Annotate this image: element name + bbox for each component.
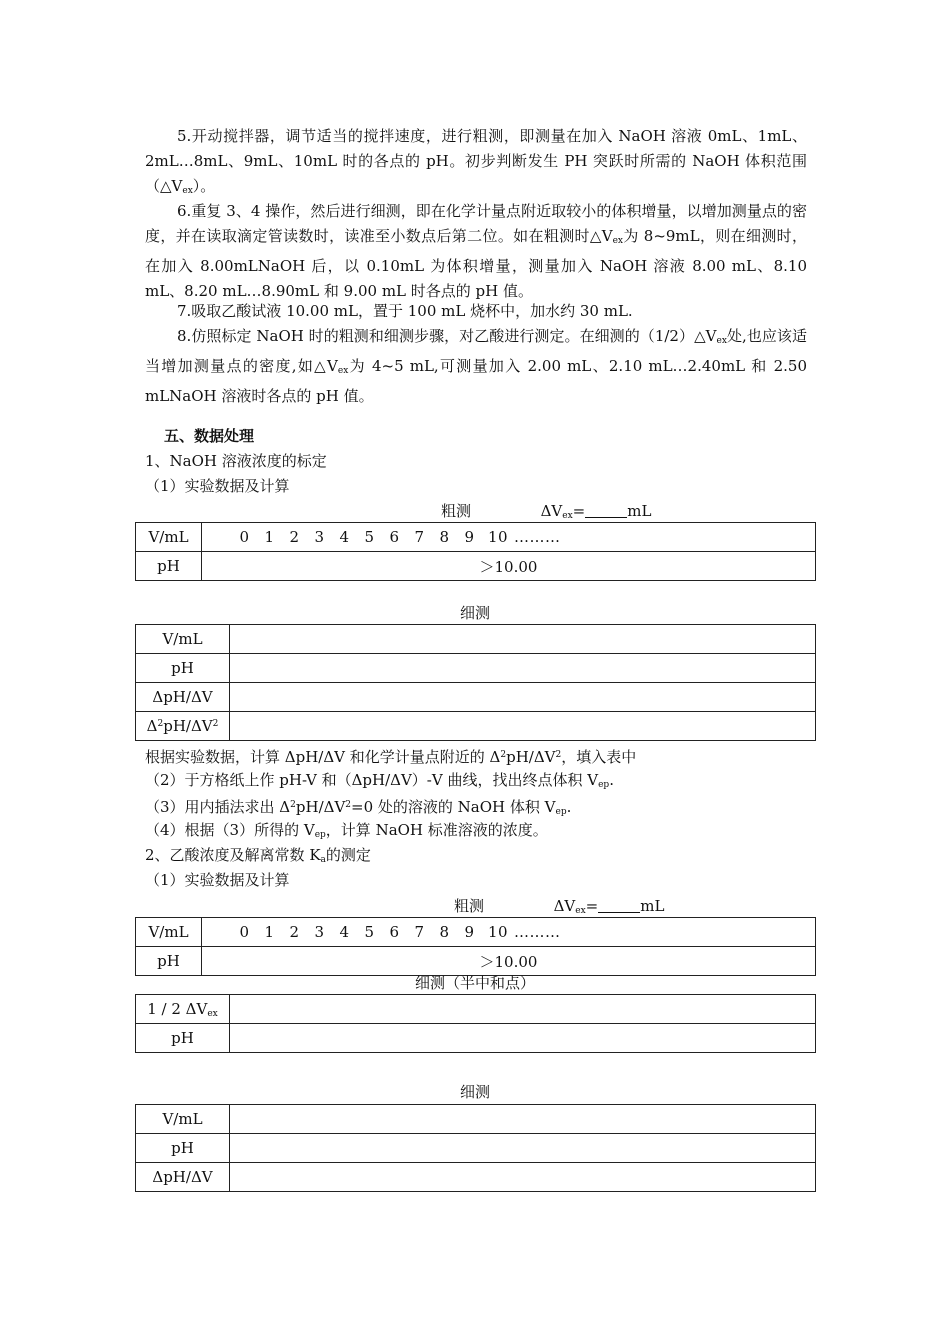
volume-value: 6 [389, 528, 400, 546]
note-2-b: . [609, 771, 614, 789]
volume-value: 8 [439, 528, 450, 546]
label-part: Δ [146, 717, 158, 735]
step-6-text-a: 6.重复 3、4 操作，然后进行细测，即在化学计量点附近取较小的体积增量，以增加测量点的密度，并在读取滴定管读数时，读准至小数点后第二位。如在粗测时△V [145, 202, 807, 245]
volume-value: 0 [239, 528, 250, 546]
note-3-sub: ep [555, 807, 567, 817]
row-label-ph: pH [136, 1024, 230, 1053]
row-label-half-dv [136, 995, 230, 1024]
note-4-sub: ep [314, 830, 326, 840]
note-3-c: =0 处的溶液的 NaOH 体积 V [351, 798, 556, 816]
table-row [136, 552, 816, 581]
volume-value: 2 [289, 528, 300, 546]
label-sup: 2 [212, 719, 219, 729]
step-5-end: ）。 [192, 177, 216, 195]
note-4-b: ，计算 NaOH 标准溶液的浓度。 [325, 821, 548, 839]
step-8-text-a: 8.仿照标定 NaOH 时的粗测和细测步骤，对乙酸进行测定。在细测的（1/2）△V [177, 327, 717, 345]
step-6-sub: ex [612, 236, 623, 246]
volume-value: 5 [364, 528, 375, 546]
row-label-ph: pH [136, 947, 202, 976]
volume-value: 0 [239, 923, 250, 941]
empty-cell [230, 1163, 816, 1192]
half-neutralization-caption: 细测（半中和点） [414, 974, 535, 992]
volume-values [202, 523, 816, 552]
volume-value: 7 [414, 923, 425, 941]
row-label-volume: V/mL [136, 625, 230, 654]
note-3-sup2: 2 [345, 800, 352, 810]
volume-value: 4 [339, 528, 350, 546]
section-heading: 五、数据处理 [164, 427, 255, 445]
label-sup: 2 [157, 719, 164, 729]
coarse-2-unit: mL [640, 897, 665, 915]
coarse-1-label: 粗测 [441, 502, 472, 520]
empty-cell [230, 712, 816, 741]
row-label-ph: pH [136, 552, 202, 581]
volume-value: 3 [314, 528, 325, 546]
step-5-text: 5.开动搅拌器，调节适当的搅拌速度，进行粗测，即测量在加入 NaOH 溶液 0mL、1mL、2mL…8mL、9mL、10mL 时的各点的 pH。初步判断发生 PH 突跃时所需的 NaOH 体积范围（△V [145, 127, 807, 195]
step-8-text-b: 处,也应该适当增加测量点的密度,如△V [145, 327, 807, 375]
step-7 [145, 299, 807, 324]
fine-2-caption: 细测 [459, 1083, 490, 1101]
table-row [136, 947, 816, 976]
coarse-1-blank [585, 503, 627, 518]
coarse-table-2 [135, 917, 816, 976]
volume-value: 6 [389, 923, 400, 941]
step-5-sub: ex [182, 186, 193, 196]
note-3-d: . [566, 798, 572, 816]
row-label-volume: V/mL [136, 523, 202, 552]
ph-value: ＞10.00 [202, 552, 816, 581]
note-3 [145, 795, 571, 822]
volume-value: 8 [439, 923, 450, 941]
note-2 [145, 770, 614, 795]
table-row [136, 683, 816, 712]
volume-value: 2 [289, 923, 300, 941]
subsection-2-sub: a [320, 855, 326, 865]
empty-cell [230, 1105, 816, 1134]
subsection-1-title: 1、NaOH 溶液浓度的标定 [145, 452, 327, 470]
volume-value: 7 [414, 528, 425, 546]
coarse-2-dv: ΔV [553, 897, 576, 915]
step-7-text: 7.吸取乙酸试液 10.00 mL，置于 100 mL 烧杯中，加水约 30 mL. [177, 302, 633, 320]
fine-table-2 [135, 1104, 816, 1192]
coarse-2-dv-sub: ex [575, 906, 586, 916]
note-4-a: （4）根据（3）所得的 V [145, 821, 315, 839]
subsection-2-a: 2、乙酸浓度及解离常数 K [145, 846, 321, 864]
volume-value: 10 [487, 528, 509, 546]
note-1-c: ，填入表中 [561, 748, 637, 766]
coarse-2-blank [598, 898, 640, 913]
volume-value: 10 [487, 923, 509, 941]
coarse-1-dv-sub: ex [562, 511, 573, 521]
volume-value: 9 [464, 923, 475, 941]
fine-1-caption: 细测 [459, 604, 490, 622]
note-1-sup2: 2 [555, 750, 562, 760]
step-8 [145, 324, 807, 409]
label-sub: ex [207, 1008, 218, 1019]
note-1-b: pH/ΔV [506, 748, 556, 766]
table-row [136, 654, 816, 683]
volume-value: 9 [464, 528, 475, 546]
note-3-sup: 2 [290, 800, 296, 810]
table-row [136, 712, 816, 741]
row-label-volume: V/mL [136, 918, 202, 947]
empty-cell [230, 995, 816, 1024]
table-row [136, 995, 816, 1024]
half-neutralization-table [135, 994, 816, 1053]
volume-ellipsis: ……… [514, 923, 561, 941]
volume-value: 3 [314, 923, 325, 941]
coarse-1-unit: mL [627, 502, 652, 520]
subsection-2-1-title: （1）实验数据及计算 [145, 871, 290, 889]
step-8-sub: ex [716, 336, 727, 346]
row-label-ph: pH [136, 1134, 230, 1163]
ph-value: ＞10.00 [202, 947, 816, 976]
row-label-volume: V/mL [136, 1105, 230, 1134]
table-row [136, 625, 816, 654]
row-label-dph-dv: ΔpH/ΔV [136, 683, 230, 712]
table-row [136, 523, 816, 552]
volume-value: 4 [339, 923, 350, 941]
empty-cell [230, 1134, 816, 1163]
table-row [136, 1134, 816, 1163]
note-1-sup: 2 [500, 750, 507, 760]
table-row [136, 918, 816, 947]
volume-value: 1 [264, 528, 275, 546]
table-row [136, 1163, 816, 1192]
subsection-2-title [145, 845, 371, 870]
empty-cell [230, 1024, 816, 1053]
step-6-text-b: 为 8~9mL，则在细测时，在加入 8.00mLNaOH 后，以 0.10mL 为体积增量，测量加入 NaOH 溶液 8.00 mL、8.10 mL、8.20 mL…8.90mL 和 9.00 mL 时各点的 pH 值。 [145, 227, 807, 300]
row-label-dph-dv: ΔpH/ΔV [136, 1163, 230, 1192]
coarse-2-eq: = [585, 897, 599, 915]
subsection-2-b: 的测定 [325, 846, 371, 864]
subsection-1-1-title: （1）实验数据及计算 [145, 477, 290, 495]
coarse-1-eq: = [572, 502, 586, 520]
empty-cell [230, 625, 816, 654]
note-3-b: pH/ΔV [295, 798, 346, 816]
empty-cell [230, 654, 816, 683]
table-row [136, 1024, 816, 1053]
label-part: 1 / 2 ΔV [147, 999, 208, 1018]
step-8-text-c: 为 4~5 mL,可测量加入 2.00 mL、2.10 mL…2.40mL 和 2.50 mLNaOH 溶液时各点的 pH 值。 [145, 357, 808, 405]
coarse-1-dv: ΔV [540, 502, 563, 520]
label-part: pH/ΔV [163, 717, 213, 735]
empty-cell [230, 683, 816, 712]
note-4 [145, 820, 548, 845]
step-6 [145, 199, 807, 304]
step-5 [145, 124, 807, 204]
volume-value: 5 [364, 923, 375, 941]
volume-value: 1 [264, 923, 275, 941]
note-2-a: （2）于方格纸上作 pH-V 和（ΔpH/ΔV）-V 曲线，找出终点体积 V [145, 771, 599, 789]
step-8-sub2: ex [337, 366, 349, 376]
volume-values [202, 918, 816, 947]
note-3-a: （3）用内插法求出 Δ [145, 798, 291, 816]
note-1 [145, 745, 636, 767]
coarse-table-1 [135, 522, 816, 581]
table-row [136, 1105, 816, 1134]
note-2-sub: ep [598, 780, 610, 790]
coarse-2-label: 粗测 [454, 897, 485, 915]
fine-table-1 [135, 624, 816, 741]
note-1-a: 根据实验数据，计算 ΔpH/ΔV 和化学计量点附近的 Δ [145, 748, 501, 766]
row-label-d2ph-dv2 [136, 712, 230, 741]
volume-ellipsis: ……… [514, 528, 561, 546]
row-label-ph: pH [136, 654, 230, 683]
